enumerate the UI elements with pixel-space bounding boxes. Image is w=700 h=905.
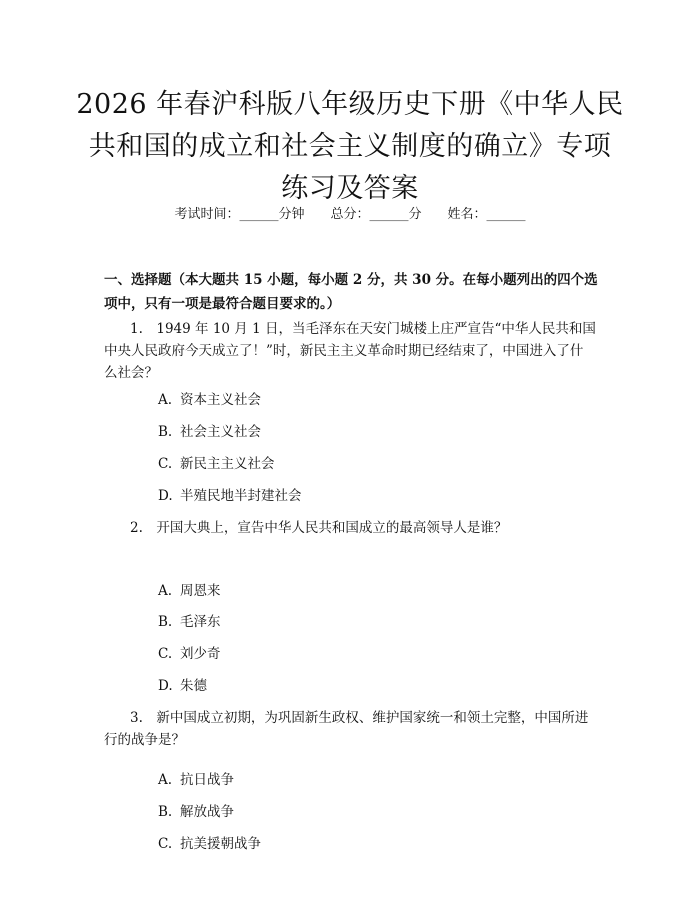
question-3-option-c (158, 834, 261, 854)
question-line: 3. 新中国成立初期，为巩固新生政权、维护国家统一和领土完整，中国所进 (130, 710, 589, 726)
option-letter: B. (158, 614, 173, 630)
question-3 (104, 707, 604, 751)
option-text: 半殖民地半封建社会 (180, 488, 302, 504)
question-3-option-b (158, 802, 234, 822)
document-title (60, 84, 640, 210)
option-letter: B. (158, 804, 173, 820)
option-text: 周恩来 (180, 583, 221, 599)
option-text: 社会主义社会 (180, 424, 261, 440)
option-text: 抗美援朝战争 (180, 836, 261, 852)
question-3-option-a (158, 770, 234, 790)
section-line: 一、选择题（本大题共 15 小题，每小题 2 分，共 30 分。在每小题列出的四个选 (104, 272, 598, 288)
question-1-option-c (158, 454, 275, 474)
option-letter: C. (158, 456, 173, 472)
option-text: 朱德 (180, 678, 207, 694)
student-name: 姓名：______ (447, 207, 526, 222)
question-2-option-a (158, 581, 221, 601)
option-letter: D. (158, 678, 173, 694)
question-line: 2. 开国大典上，宣告中华人民共和国成立的最高领导人是谁？ (130, 520, 508, 536)
option-text: 新民主主义社会 (180, 456, 275, 472)
title-line: 共和国的成立和社会主义制度的确立》专项 (88, 131, 612, 162)
option-text: 抗日战争 (180, 772, 234, 788)
option-letter: A. (158, 392, 173, 408)
option-letter: C. (158, 836, 173, 852)
title-line: 练习及答案 (281, 173, 419, 204)
question-2 (104, 517, 604, 539)
option-text: 毛泽东 (180, 614, 221, 630)
question-1-option-b (158, 422, 261, 442)
question-1-option-d (158, 486, 302, 506)
question-line: 行的战争是？ (104, 732, 185, 748)
exam-info-line (0, 206, 700, 224)
option-letter: B. (158, 424, 173, 440)
option-letter: A. (158, 583, 173, 599)
option-text: 资本主义社会 (180, 392, 261, 408)
question-line: 1. 1949 年 10 月 1 日，当毛泽东在天安门城楼上庄严宣告“中华人民共和国 (130, 321, 596, 337)
question-line: 中央人民政府今天成立了！”时，新民主主义革命时期已经结束了，中国进入了什 (104, 343, 584, 359)
question-2-option-d (158, 676, 207, 696)
option-letter: D. (158, 488, 173, 504)
option-text: 解放战争 (180, 804, 234, 820)
question-1-option-a (158, 390, 261, 410)
option-text: 刘少奇 (180, 646, 221, 662)
question-2-option-b (158, 612, 221, 632)
option-letter: A. (158, 772, 173, 788)
option-letter: C. (158, 646, 173, 662)
section-heading (104, 268, 604, 316)
exam-time: 考试时间：______分钟 (174, 207, 305, 222)
question-line: 么社会？ (104, 365, 158, 381)
question-2-option-c (158, 644, 221, 664)
total-score: 总分：______分 (330, 207, 422, 222)
title-line: 2026 年春沪科版八年级历史下册《中华人民 (76, 89, 624, 120)
question-1 (104, 318, 604, 384)
section-line: 项中，只有一项是最符合题目要求的。） (104, 296, 341, 312)
